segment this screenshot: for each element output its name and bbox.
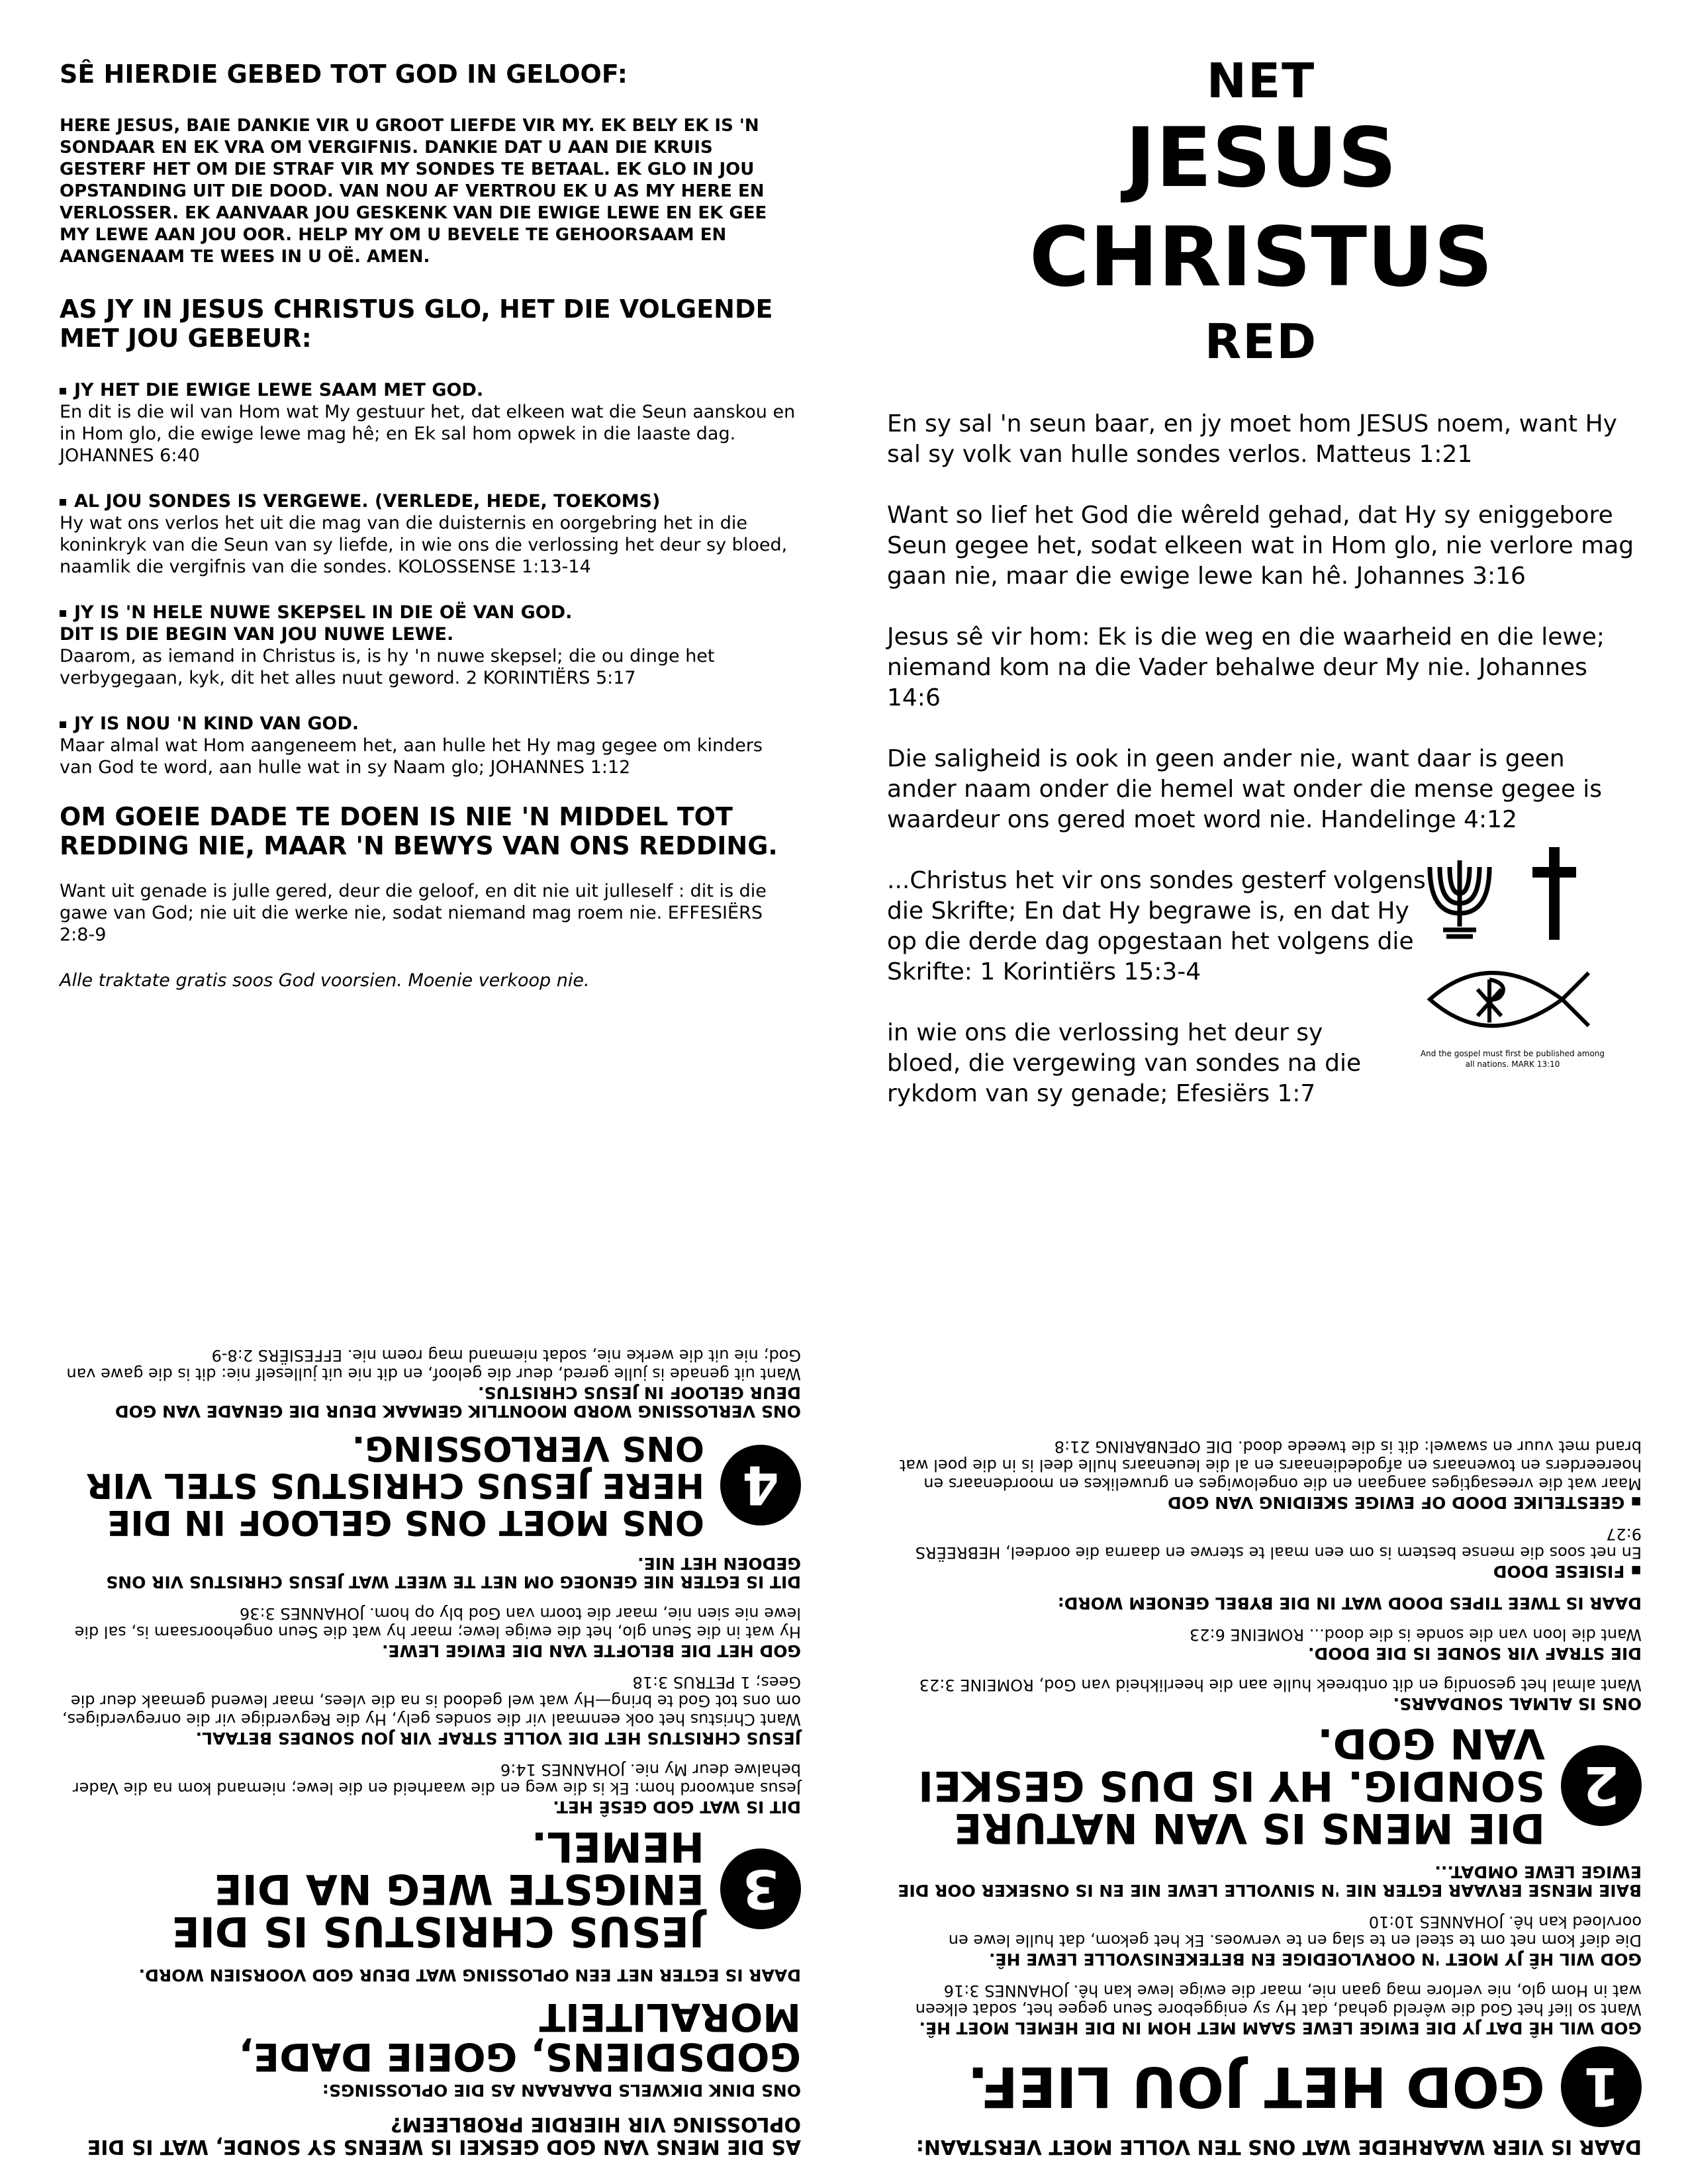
- point-text: Jesus antwoord hom: Ek is die weg en die waarheid en die lewe; niemand kom na die Vader behalwe deur My nie. JOHANNES 14:6: [72, 1760, 801, 1797]
- bullet-icon: [60, 610, 66, 617]
- cover-panel: [887, 46, 1635, 1107]
- verse: Want so lief het God die wêreld gehad, dat Hy sy eniggebore Seun gegee het, sodat elkeen wat in Hom glo, nie verlore mag gaan nie, maar die ewige lewe kan hê. Johannes 3:16: [887, 502, 1634, 590]
- point-text: En net soos die mense bestem is om een maal te sterwe en daarna die oordeel, HEBREËRS 9:27: [915, 1525, 1642, 1562]
- verse: En sy sal 'n seun baar, en jy moet hom JESUS noem, want Hy sal sy volk van hulle sondes verlos. Matteus 1:21: [887, 410, 1617, 468]
- symbol-group: [1417, 847, 1609, 1079]
- section-2-header: [887, 1719, 1642, 1852]
- point-heading: GOD HET DIE BELOFTE VAN DIE EWIGE LEWE.: [381, 1641, 801, 1661]
- point-heading: GOD WIL HÊ DAT JY DIE EWIGE LEWE SAAM MET HOM IN DIE HEMEL MOET HÊ.: [919, 2019, 1642, 2038]
- false-solutions: GODSDIENS, GOEIE DADE, MORALITEIT: [238, 1995, 801, 2079]
- cross-icon: [1532, 847, 1576, 940]
- solutions-note: DAAR IS EGTER NET EEN OPLOSSING WAT DEUR GOD VOORSIEN WORD.: [138, 1966, 801, 1985]
- section-title: JESUS CHRISTUS IS DIE ENIGSTE WEG NA DIE HEMEL.: [171, 1823, 704, 1956]
- section-number-badge: 1: [1561, 2046, 1642, 2127]
- believe-heading: AS JY IN JESUS CHRISTUS GLO, HET DIE VOLGENDE MET JOU GEBEUR:: [60, 295, 773, 353]
- verse: Jesus sê vir hom: Ek is die weg en die waarheid en die lewe; niemand kom na die Vader behalwe deur My nie. Johannes 14:6: [887, 623, 1605, 711]
- menorah-icon: [1430, 860, 1489, 936]
- point-text: Want so lief het God die wêreld gehad, dat Hy sy eniggebore Seun gegee het, sodat elkeen wat in Hom glo, nie verlore mag gaan nie, maar die ewige lewe kan hê. JOHANNES 3:16: [915, 1981, 1642, 2019]
- point-text: Hy wat in die Seun glo, het die ewige lewe; maar hy wat die Seun ongehoorsaam is, sal die lewe nie sien nie, maar die toorn van God bly op hom. JOHANNES 3:36: [74, 1604, 801, 1641]
- bullet-icon: [60, 721, 66, 728]
- benefit-item: [60, 713, 801, 778]
- verse: ...Christus het vir ons sondes gesterf volgens die Skrifte; En dat Hy begrawe is, en dat Hy op die derde dag opgestaan het volgens die Skrifte: 1 Korintiërs 15:3-4: [887, 867, 1426, 985]
- point-heading: DIT IS WAT GOD GESÊ HET.: [553, 1797, 801, 1817]
- section-title: GOD HET JOU LIEF.: [967, 2054, 1545, 2119]
- verse: Die saligheid is ook in geen ander nie, want daar is geen ander naam onder die hemel wat onder die mense gegee is waardeur ons gered moet word nie. Handelinge 4:12: [887, 745, 1603, 833]
- point-heading: ONS IS ALMAL SONDAARS.: [1393, 1694, 1642, 1713]
- benefit-text: Hy wat ons verlos het uit die mag van die duisternis en oorgebring het in die koninkryk van die Seun van sy liefde, in wie ons die verlossing het deur sy bloed, naamlik die vergifnis van die sondes. KOLOSSENSE 1:13-14: [60, 513, 788, 577]
- symbol-caption: And the gospel must first be published among all nations. MARK 13:10: [1420, 1049, 1605, 1069]
- point-heading: DAAR IS TWEE TIPES DOOD WAT IN DIE BYBEL GENOEM WORD:: [1057, 1594, 1642, 1613]
- benefit-item: [60, 379, 801, 467]
- point-text: Maar wat die vreesagtiges aangaan en die ongelowiges en gruwelikes en moordenaars en hoereerders en towenaars en afgodedienaars en al die leuenaars hulle deel is in die poel wat brand met vuur en swawel: dit is die tweede dood. DIE OPENBARING 21:8: [899, 1437, 1642, 1493]
- section-3-header: [60, 1823, 801, 1956]
- section-title: ONS MOET ONS GELOOF IN DIE HERE JESUS CHRISTUS STEL VIR ONS VERLOSSING.: [86, 1428, 704, 1542]
- point-text: Want uit genade is julle gered, deur die geloof, en dit nie uit julleself nie: dit is die gawe van God; nie uit die werke nie, sodat niemand mag roem nie. EFFESIËRS 2:8-9: [66, 1346, 801, 1383]
- sections-3-4-panel: [60, 1185, 801, 2158]
- point-text: Want die loon van die sonde is die dood... ROMEINE 6:23: [1189, 1625, 1642, 1644]
- ichthys-chi-rho-icon: [1430, 973, 1589, 1026]
- prayer-text: HERE JESUS, BAIE DANKIE VIR U GROOT LIEFDE VIR MY. EK BELY EK IS 'N SONDAAR EN EK VRA OM VERGIFNIS. DANKIE DAT U AAN DIE KRUIS GESTERF HET OM DIE STRAF VIR MY SONDES TE BETAAL. EK GLO IN JOU OPSTANDING UIT DIE DOOD. VAN NOU AF VERTROU EK U AS MY HERE EN VERLOSSER. EK AANVAAR JOU GESKENK VAN DIE EWIGE LEWE EN EK GEE MY LEWE AAN JOU OOR. HELP MY OM U BEVELE TE GEHOORSAAM EN AANGENAAM TE WEES IN U OË. AMEN.: [60, 116, 767, 267]
- title-net: NET: [1206, 53, 1316, 109]
- prayer-heading: SÊ HIERDIE GEBED TOT GOD IN GELOOF:: [60, 60, 628, 89]
- problem-question: AS DIE MENS VAN GOD GESKEI IS WEENS SY SONDE, WAT IS DIE OPLOSSING VIR HIERDIE PROBLEEM?: [87, 2113, 801, 2158]
- sections-1-2-panel: [887, 1125, 1642, 2158]
- benefit-text: Daarom, as iemand in Christus is, is hy 'n nuwe skepsel; die ou dinge het verbygegaan, kyk, dit het alles nuut geword. 2 KORINTIËRS 5:17: [60, 646, 715, 688]
- section-number-badge: 2: [1561, 1745, 1642, 1826]
- works-heading: OM GOEIE DADE TE DOEN IS NIE 'N MIDDEL TOT REDDING NIE, MAAR 'N BEWYS VAN ONS REDDING.: [60, 802, 778, 860]
- footer-note: Alle traktate gratis soos God voorsien. Moenie verkoop nie.: [60, 970, 590, 991]
- section-number-badge: 4: [720, 1445, 801, 1525]
- title-jesus-christus: JESUS CHRISTUS: [1029, 111, 1493, 305]
- title-red: RED: [1204, 314, 1318, 369]
- benefit-heading: JY HET DIE EWIGE LEWE SAAM MET GOD.: [74, 380, 484, 400]
- solutions-intro: ONS DINK DIKWELS DAARAAN AS DIE OPLOSSINGS:: [322, 2081, 801, 2100]
- benefit-item: [60, 602, 801, 689]
- benefit-text: Maar almal wat Hom aangeneem het, aan hulle het Hy mag gegee om kinders van God te word, aan hulle wat in sy Naam glo; JOHANNES 1:12: [60, 735, 763, 778]
- section-number-badge: 3: [720, 1848, 801, 1929]
- point-text: Want Christus het ook eenmaal vir die sondes gely, Hy die Regverdige vir die onregverdiges, om ons tot God te bring—Hy wat wel gedood is na die vlees, maar lewend gemaak deur die Gees; 1 PETRUS 3:18: [62, 1673, 801, 1729]
- point-heading: ▪ GEESTELIKE DOOD OF EWIGE SKEIDING VAN GOD: [887, 1493, 1642, 1512]
- benefit-text: En dit is die wil van Hom wat My gestuur het, dat elkeen wat die Seun aanskou en in Hom glo, die ewige lewe mag hê; en Ek sal hom opwek in die laaste dag. JOHANNES 6:40: [60, 402, 796, 466]
- four-truths-intro: DAAR IS VIER WAARHEDE WAT ONS TEN VOLLE MOET VERSTAAN:: [915, 2135, 1642, 2158]
- point-heading: DIT IS EGTER NIE GENOEG OM NET TE WEET WAT JESUS CHRISTUS VIR ONS GEDOEN HET NIE.: [106, 1554, 801, 1592]
- point-heading: GOD WIL HÊ JY MOET 'N OORVLOEDIGE EN BETEKENISVOLLE LEWE HÊ.: [989, 1950, 1642, 1969]
- point-heading: ▪ FISIESE DOOD: [887, 1562, 1642, 1580]
- benefit-heading: AL JOU SONDES IS VERGEWE. (VERLEDE, HEDE, TOEKOMS): [74, 491, 661, 512]
- works-text: Want uit genade is julle gered, deur die geloof, en dit nie uit julleself : dit is die gawe van God; nie uit die werke nie, sodat niemand mag roem nie. EFFESIËRS 2:8-9: [60, 881, 767, 945]
- verse: in wie ons die verlossing het deur sy bloed, die vergewing van sondes na die rykdom van sy genade; Efesiërs 1:7: [887, 1019, 1362, 1107]
- bullet-icon: [60, 388, 66, 394]
- benefit-heading: JY IS NOU 'N KIND VAN GOD.: [74, 713, 359, 734]
- benefit-item: [60, 490, 801, 578]
- point-heading: BAIE MENSE ERVAAR EGTER NIE 'N SINVOLLE LEWE NIE EN IS ONSEKER OOR DIE EWIGE LEWE OMDAT...: [898, 1862, 1642, 1900]
- section-1-header: [887, 2046, 1642, 2127]
- point-heading: JESUS CHRISTUS HET DIE VOLLE STRAF VIR JOU SONDES BETAAL.: [195, 1729, 801, 1748]
- point-text: Die dief kom net om te steel en te slag en te verwoes. Ek het gekom, dat hulle lewe en oorvloed kan hê. JOHANNES 10:10: [948, 1913, 1642, 1950]
- bullet-icon: [60, 499, 66, 506]
- symbols-graphic: [1417, 847, 1609, 1046]
- benefit-subheading: DIT IS DIE BEGIN VAN JOU NUWE LEWE.: [60, 624, 454, 645]
- section-4-header: [60, 1430, 801, 1541]
- prayer-panel: [60, 53, 801, 1026]
- benefit-heading: JY IS 'N HELE NUWE SKEPSEL IN DIE OË VAN GOD.: [74, 602, 573, 623]
- point-text: Want almal het gesondig en dit ontbreek hulle aan die heerlikheid van God, ROMEINE 3:23: [919, 1676, 1642, 1694]
- point-heading: ONS VERLOSSING WORD MOONTLIK GEMAAK DEUR DIE GENADE VAN GOD DEUR GELOOF IN JESUS CHRISTUS.: [115, 1383, 801, 1421]
- point-heading: DIE STRAF VIR SONDE IS DIE DOOD.: [1308, 1644, 1642, 1663]
- section-title: DIE MENS IS VAN NATURE SONDIG. HY IS DUS GESKEI VAN GOD.: [918, 1719, 1545, 1852]
